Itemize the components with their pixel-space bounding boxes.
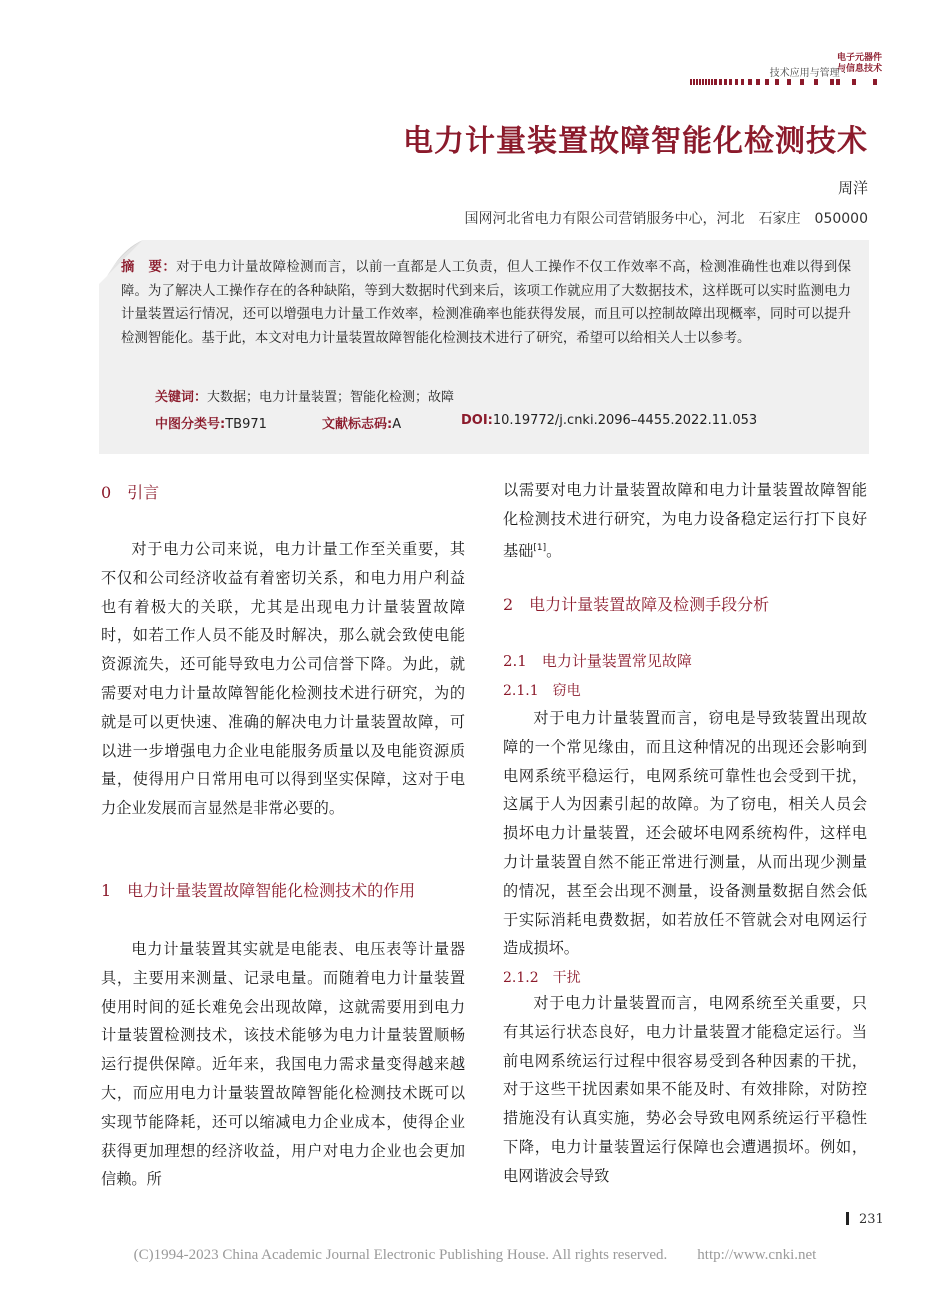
doi-value: 10.19772/j.cnki.2096–4455.2022.11.053 xyxy=(492,413,758,428)
abstract-body: 对于电力计量故障检测而言，以前一直都是人工负责，但人工操作不仅工作效率不高，检测准确性也难以得到保障。为了解决人工操作存在的各种缺陷，等到大数据时代到来后，该项工作就应用了大数据技术，这样既可以实时监测电力计量装置运行情况，还可以增强电力计量工作效率，检测准确率也能获得发展，而且可以控制故障出现概率，同时可以提升检测智能化。基于此，本文对电力计量装置故障智能化检测技术进行了研究，希望可以给相关人士以参考。 xyxy=(121,260,851,346)
section-2-1-2-body xyxy=(503,989,867,1191)
keywords-line xyxy=(155,386,454,405)
paragraph: 电力计量装置其实就是电能表、电压表等计量器具，主要用来测量、记录电量。而随着电力计量装置使用时间的延长难免会出现故障，这就需要用到电力计量装置检测技术，该技术能够为电力计量装置顺畅运行提供保障。近年来，我国电力需求量变得越来越大，而应用电力计量装置故障智能化检测技术既可以实现节能降耗，还可以缩减电力企业成本，使得企业获得更加理想的经济收益，用户对电力企业也会更加信赖。所 xyxy=(101,940,465,1189)
page-number-bar xyxy=(846,1212,849,1225)
section-label: 技术应用与管理 · xyxy=(769,68,846,79)
keywords-label: 关键词： xyxy=(155,390,208,405)
doi-item xyxy=(461,413,757,428)
journal-name-line1: 电子元器件 xyxy=(836,53,882,63)
copyright-footer: (C)1994-2023 China Academic Journal Electronic Publishing House. All rights reserved. http://www.cnki.net xyxy=(133,1247,817,1263)
author-affiliation: 国网河北省电力有限公司营销服务中心，河北 石家庄 050000 xyxy=(464,211,868,227)
section-2-heading: 2 电力计量装置故障及检测手段分析 xyxy=(503,595,770,614)
paragraph: 对于电力计量装置而言，窃电是导致装置出现故障的一个常见缘由，而且这种情况的出现还会影响到电网系统平稳运行，电网系统可靠性也会受到干扰，这属于人为因素引起的故障。为了窃电，相关人员会损坏电力计量装置，还会破坏电网系统构件，这样电力计量装置自然不能正常进行测量，从而出现少测量的情况，甚至会出现不测量，设备测量数据自然会低于实际消耗电费数据，如若放任不管就会对电网运行造成损坏。 xyxy=(503,709,867,958)
section-0-heading: 0 引言 xyxy=(101,483,160,502)
doccode-value: A xyxy=(392,417,402,432)
doccode-item xyxy=(322,413,401,432)
section-2-1-1-heading: 2.1.1 窃电 xyxy=(503,683,581,699)
paragraph: 对于电力公司来说，电力计量工作至关重要，其不仅和公司经济收益有着密切关系，和电力用户利益也有着极大的关联，尤其是出现电力计量装置故障时，如若工作人员不能及时解决，那么就会致使电能资源流失，还可能导致电力公司信誉下降。为此，就需要对电力计量故障智能化检测技术进行研究，为的就是可以更快速、准确的解决电力计量装置故障，可以进一步增强电力企业电能服务质量以及电能资源质量，使得用户日常用电可以得到坚实保障，这对于电力企业发展而言显然是非常必要的。 xyxy=(101,540,465,818)
paper-title: 电力计量装置故障智能化检测技术 xyxy=(403,124,868,159)
paragraph xyxy=(503,476,867,565)
section-1-body xyxy=(101,935,465,1194)
doccode-label: 文献标志码: xyxy=(322,417,393,432)
doi-label: DOI: xyxy=(461,413,493,428)
section-2-1-1-body xyxy=(503,704,867,963)
abstract-label: 摘 要： xyxy=(121,260,177,275)
section-0-body xyxy=(101,535,465,823)
section-2-1-2-heading: 2.1.2 干扰 xyxy=(503,970,581,986)
continued-paragraph xyxy=(503,476,867,565)
header-decoration-bar xyxy=(690,79,880,85)
clc-label: 中图分类号: xyxy=(155,417,226,432)
author-name: 周洋 xyxy=(837,179,868,197)
journal-name xyxy=(802,53,882,75)
clc-item xyxy=(155,413,267,432)
page-number-value: 231 xyxy=(859,1212,884,1227)
abstract-text xyxy=(121,256,851,350)
paragraph: 对于电力计量装置而言，电网系统至关重要，只有其运行状态良好，电力计量装置才能稳定运行。当前电网系统运行过程中很容易受到各种因素的干扰，对于这些干扰因素如果不能及时、有效排除，对防控措施没有认真实施，势必会导致电网系统运行平稳性下降，电力计量装置运行保障也会遭遇损坏。例如，电网谐波会导致 xyxy=(503,994,867,1185)
section-1-heading: 1 电力计量装置故障智能化检测技术的作用 xyxy=(101,881,416,900)
keywords-value: 大数据；电力计量装置；智能化检测；故障 xyxy=(207,390,455,405)
page-number xyxy=(846,1212,884,1227)
continued-text: 以需要对电力计量装置故障和电力计量装置故障智能化检测技术进行研究，为电力设备稳定运行打下良好基础 xyxy=(503,481,867,560)
citation-ref: [1] xyxy=(533,542,547,553)
journal-name-line2: 与信息技术 xyxy=(836,64,882,74)
clc-value: TB971 xyxy=(225,417,267,432)
continued-end: 。 xyxy=(546,541,562,560)
section-2-1-heading: 2.1 电力计量装置常见故障 xyxy=(503,652,692,670)
